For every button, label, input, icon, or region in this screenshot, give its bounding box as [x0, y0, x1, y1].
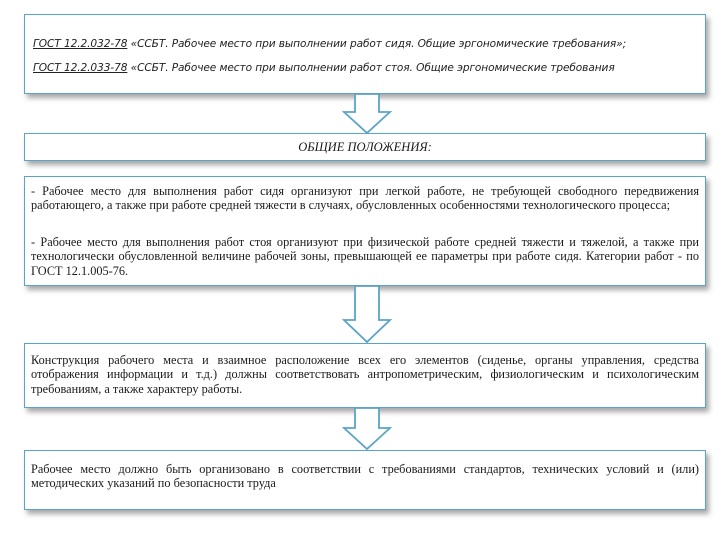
general-heading-box: [24, 133, 706, 161]
general-provisions-box: [24, 176, 706, 286]
general-heading: ОБЩИЕ ПОЛОЖЕНИЯ:: [298, 140, 432, 154]
standards-box: [24, 14, 706, 94]
standard-line-standing: [33, 62, 699, 74]
standard-title-standing: «ССБТ. Рабочее место при выполнении работ стоя. Общие эргономические требования: [127, 62, 615, 74]
standard-line-sitting: [33, 38, 699, 50]
workplace-design-box: [24, 343, 706, 408]
down-arrow-icon: [342, 408, 392, 450]
standard-title-sitting: «ССБТ. Рабочее место при выполнении работ сидя. Общие эргономические требования»;: [127, 38, 627, 50]
sitting-workplace-text: - Рабочее место для выполнения работ сидя организуют при легкой работе, не требующей свободного передвижения работающего, а также при работе средней тяжести в случаях, обусловленных особенностями технологического процесса;: [31, 184, 699, 213]
standing-workplace-text: - Рабочее место для выполнения работ стоя организуют при физической работе средней тяжести и тяжелой, а также при технологически обусловленной величине рабочей зоны, превышающей ее параметры при работе сидя. Категории работ - по ГОСТ 12.1.005-76.: [31, 235, 699, 278]
standard-code-standing: ГОСТ 12.2.033-78: [33, 62, 128, 74]
workplace-design-text: Конструкция рабочего места и взаимное расположение всех его элементов (сиденье, органы управления, средства отображения информации и т.д.) должны соответствовать антропометрическим, физиологическим и психологическим требованиям, а также характеру работы.: [31, 353, 699, 396]
standard-code-sitting: ГОСТ 12.2.032-78: [33, 38, 128, 50]
workplace-organization-box: [24, 450, 706, 510]
down-arrow-icon: [342, 286, 392, 343]
workplace-organization-text: Рабочее место должно быть организовано в соответствии с требованиями стандартов, технических условий и (или) методических указаний по безопасности труда: [31, 462, 699, 491]
down-arrow-icon: [342, 94, 392, 134]
